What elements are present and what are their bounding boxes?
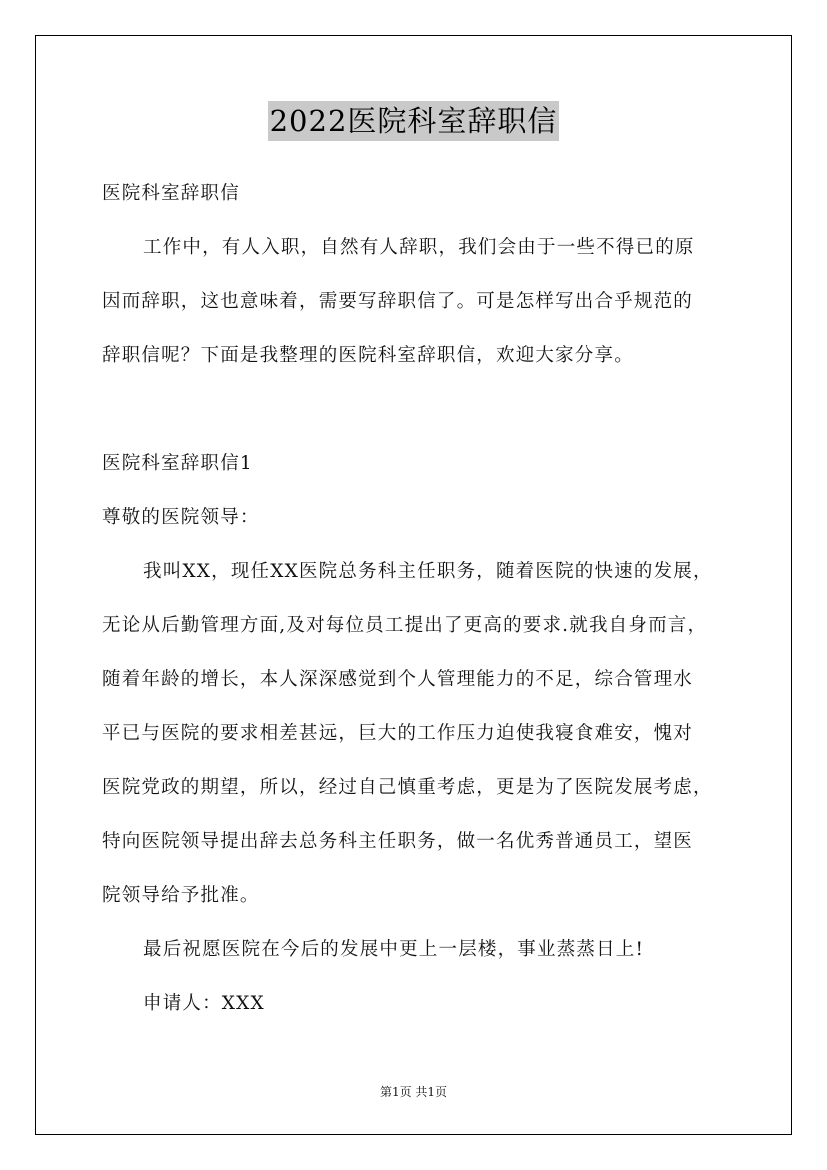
salutation: 尊敬的医院领导： [102,507,260,528]
body-line-1: 我叫XX，现任XX医院总务科主任职务，随着医院的快速的发展， [143,561,713,582]
intro-line-3: 辞职信呢？下面是我整理的医院科室辞职信，欢迎大家分享。 [102,345,634,366]
document-title: 2022医院科室辞职信 [268,101,560,141]
intro-line-1: 工作中，有人入职，自然有人辞职，我们会由于一些不得已的原 [143,237,695,258]
letter-heading: 医院科室辞职信1 [102,453,253,474]
intro-line-2: 因而辞职，这也意味着，需要写辞职信了。可是怎样写出合乎规范的 [102,291,694,312]
body-line-7: 院领导给予批准。 [102,885,260,906]
page-footer: 第1页 共1页 [379,1085,448,1099]
body-line-5: 医院党政的期望，所以，经过自己慎重考虑，更是为了医院发展考虑， [102,777,713,798]
closing-line: 最后祝愿医院在今后的发展中更上一层楼，事业蒸蒸日上! [143,939,645,960]
body-line-6: 特向医院领导提出辞去总务科主任职务，做一名优秀普通员工，望医 [102,831,694,852]
body-line-3: 随着年龄的增长，本人深深感觉到个人管理能力的不足，综合管理水 [102,669,694,690]
body-line-4: 平已与医院的要求相差甚远，巨大的工作压力迫使我寝食难安，愧对 [102,723,694,744]
applicant-line: 申请人：XXX [143,993,265,1014]
body-line-2: 无论从后勤管理方面,及对每位员工提出了更高的要求.就我自身而言， [102,615,708,636]
subtitle: 医院科室辞职信 [102,183,240,204]
title-container [0,101,827,141]
